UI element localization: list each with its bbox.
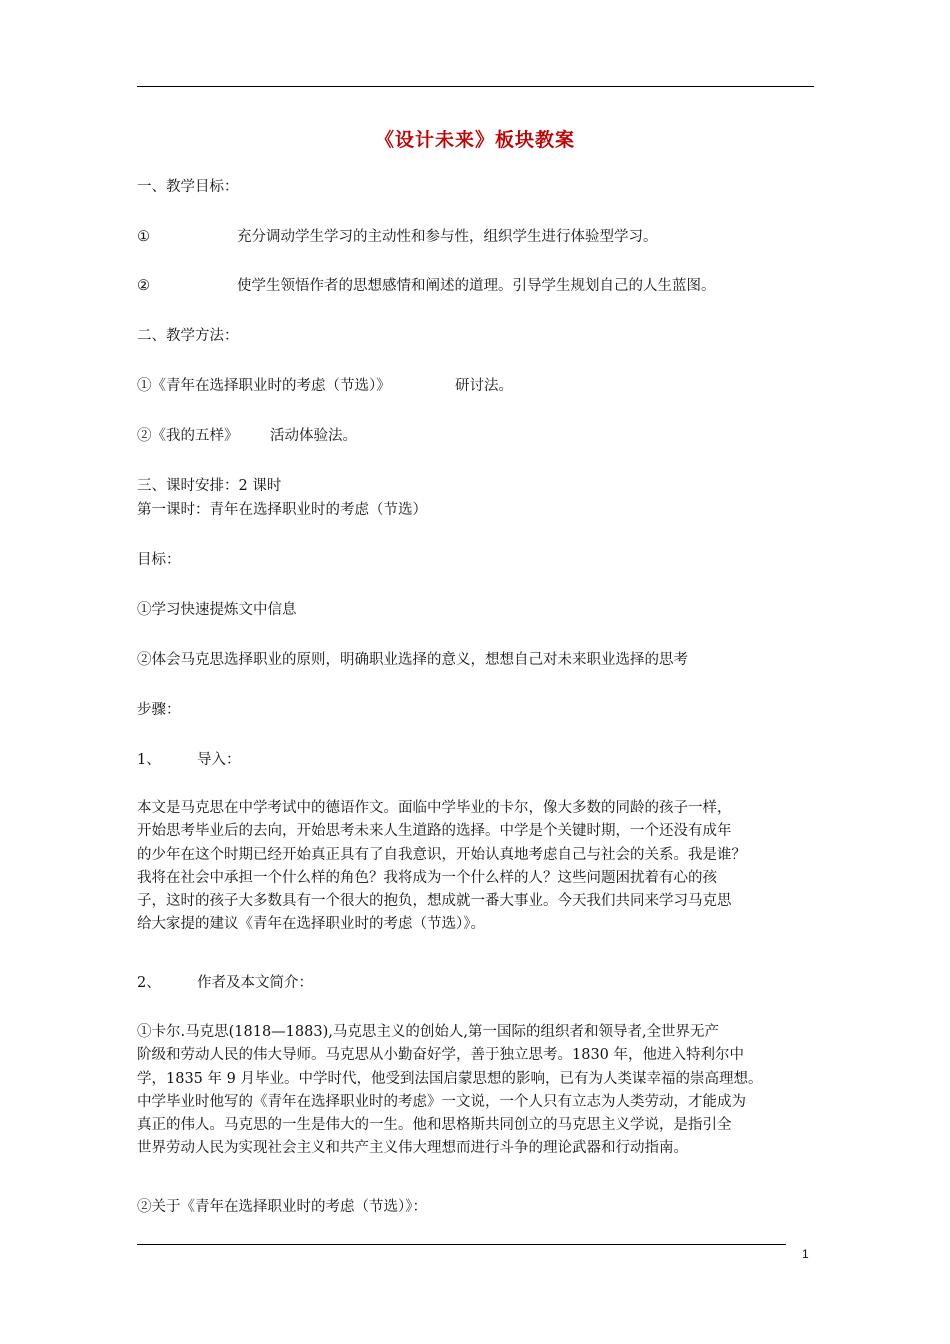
document-title: 《设计未来》板块教案 xyxy=(374,129,575,151)
goal-1-text: 充分调动学生学习的主动性和参与性，组织学生进行体验型学习。 xyxy=(237,229,658,245)
lesson-1-title: 第一课时：青年在选择职业时的考虑（节选） xyxy=(137,502,427,518)
paragraph-line: 开始思考毕业后的去向，开始思考未来人生道路的选择。中学是个关键时期，一个还没有成年 xyxy=(137,823,732,840)
paragraph-line: 子，这时的孩子大多数具有一个很大的抱负，想成就一番大事业。今天我们共同来学习马克思 xyxy=(137,893,732,910)
goal-item-2: ②体会马克思选择职业的原则，明确职业选择的意义，想想自己对未来职业选择的思考 xyxy=(137,652,688,668)
section3-heading: 三、课时安排：2 课时 xyxy=(137,478,282,494)
paragraph-line: 我将在社会中承担一个什么样的角色？我将成为一个什么样的人？这些问题困扰着有心的孩 xyxy=(137,869,717,886)
goal-item-1: ①学习快速提炼文中信息 xyxy=(137,602,297,618)
paragraph-line: ①卡尔.马克思(1818—1883),马克思主义的创始人,第一国际的组织者和领导者,全世界无产 xyxy=(137,1024,720,1040)
paragraph-line: 世界劳动人民为实现社会主义和共产主义伟大理想而进行斗争的理论武器和行动指南。 xyxy=(137,1140,688,1157)
goal-2-marker: ② xyxy=(137,278,150,294)
paragraph-line: 真正的伟人。马克思的一生是伟大的一生。他和思格斯共同创立的马克思主义学说，是指引全 xyxy=(137,1117,732,1134)
paragraph-line: 的少年在这个时期已经开始真正具有了自我意识，开始认真地考虑自己与社会的关系。我是谁？ xyxy=(137,846,746,863)
step1-paragraph xyxy=(137,797,817,937)
method-2-name: 活动体验法。 xyxy=(270,428,357,444)
paragraph-line: 学，1835 年 9 月毕业。中学时代，他受到法国启蒙思想的影响，已有为人类谋幸福的崇高理想。 xyxy=(137,1070,763,1087)
method-2-text: ②《我的五样》 xyxy=(137,428,239,444)
step2-label: 作者及本文简介： xyxy=(197,975,313,991)
paragraph-line: 给大家提的建议《青年在选择职业时的考虑（节选）》。 xyxy=(137,916,485,933)
section2-heading: 二、教学方法： xyxy=(137,328,239,344)
step1-label: 导入： xyxy=(197,752,241,768)
header-rule xyxy=(137,86,814,87)
section1-heading: 一、教学目标： xyxy=(137,179,239,195)
paragraph-line: 阶级和劳动人民的伟大导师。马克思从小勤奋好学，善于独立思考。1830 年，他进入特利尔中 xyxy=(137,1047,745,1064)
step1-number: 1、 xyxy=(137,752,161,768)
goal-2-text: 使学生领悟作者的思想感情和阐述的道理。引导学生规划自己的人生蓝图。 xyxy=(237,278,716,294)
step2-number: 2、 xyxy=(137,975,161,991)
paragraph-line: 本文是马克思在中学考试中的德语作文。面临中学毕业的卡尔，像大多数的同龄的孩子一样， xyxy=(137,800,732,816)
paragraph-line: 中学毕业时他写的《青年在选择职业时的考虑》一文说，一个人只有立志为人类劳动，才能成为 xyxy=(137,1093,746,1110)
footer-rule xyxy=(137,1244,786,1245)
method-1-name: 研讨法。 xyxy=(455,378,513,394)
method-1-text: ①《青年在选择职业时的考虑（节选）》 xyxy=(137,378,391,394)
steps-label: 步骤： xyxy=(137,702,181,718)
goal-1-marker: ① xyxy=(137,229,150,245)
step2-sub2: ②关于《青年在选择职业时的考虑（节选）》： xyxy=(137,1199,427,1215)
step2-paragraph xyxy=(137,1021,817,1161)
page-number: 1 xyxy=(802,1247,809,1261)
goals-label: 目标： xyxy=(137,552,181,568)
